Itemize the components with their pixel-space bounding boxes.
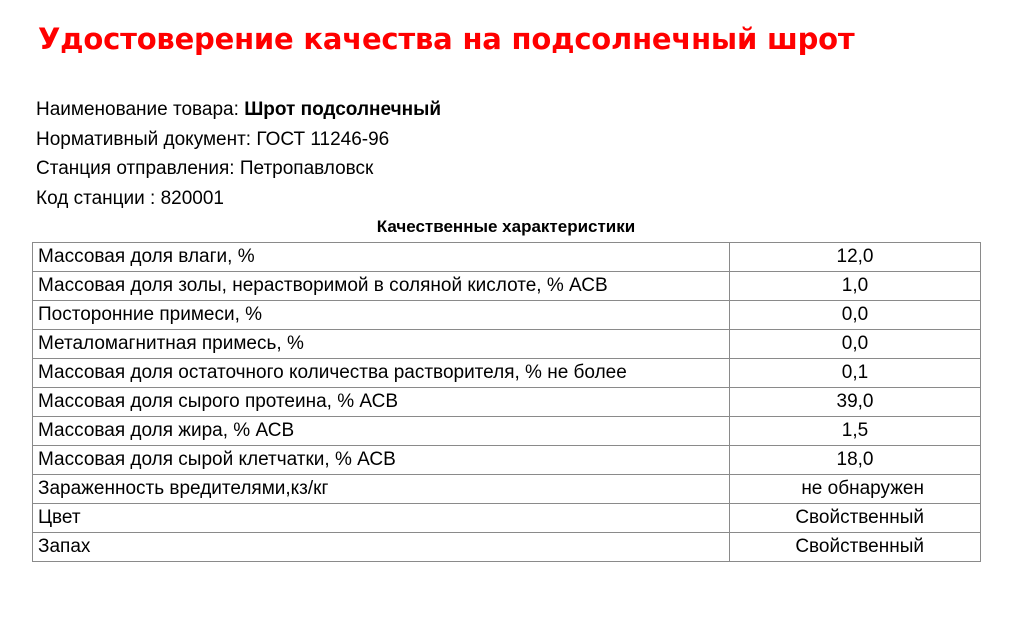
quality-table	[32, 242, 981, 562]
parameter-cell: Зараженность вредителями,кз/кг	[33, 475, 730, 504]
value-cell: 18,0	[730, 446, 981, 475]
value-cell: 39,0	[730, 388, 981, 417]
value-cell: Свойственный	[730, 504, 981, 533]
table-row	[33, 533, 981, 562]
document-title: Удостоверение качества на подсолнечный шрот	[38, 22, 855, 56]
product-name-value: Шрот подсолнечный	[244, 99, 441, 120]
station-code-line: Код станции : 820001	[36, 188, 224, 209]
value-cell: 0,0	[730, 301, 981, 330]
parameter-cell: Массовая доля жира, % АСВ	[33, 417, 730, 446]
value-cell: не обнаружен	[730, 475, 981, 504]
parameter-cell: Массовая доля сырой клетчатки, % АСВ	[33, 446, 730, 475]
parameter-cell: Запах	[33, 533, 730, 562]
parameter-cell: Металомагнитная примесь, %	[33, 330, 730, 359]
table-row	[33, 417, 981, 446]
value-cell: 1,0	[730, 272, 981, 301]
table-row	[33, 359, 981, 388]
normative-document-line: Нормативный документ: ГОСТ 11246-96	[36, 129, 390, 150]
value-cell: Свойственный	[730, 533, 981, 562]
parameter-cell: Цвет	[33, 504, 730, 533]
value-cell: 0,0	[730, 330, 981, 359]
product-name-label: Наименование товара:	[36, 99, 245, 120]
value-cell: 0,1	[730, 359, 981, 388]
parameter-cell: Массовая доля золы, нерастворимой в соляной кислоте, % АСВ	[33, 272, 730, 301]
quality-characteristics-heading: Качественные характеристики	[376, 217, 636, 236]
table-row	[33, 475, 981, 504]
parameter-cell: Массовая доля остаточного количества растворителя, % не более	[33, 359, 730, 388]
table-row	[33, 330, 981, 359]
table-row	[33, 272, 981, 301]
table-row	[33, 301, 981, 330]
product-name-line	[36, 99, 441, 121]
table-row	[33, 243, 981, 272]
value-cell: 1,5	[730, 417, 981, 446]
parameter-cell: Посторонние примеси, %	[33, 301, 730, 330]
value-cell: 12,0	[730, 243, 981, 272]
parameter-cell: Массовая доля влаги, %	[33, 243, 730, 272]
parameter-cell: Массовая доля сырого протеина, % АСВ	[33, 388, 730, 417]
table-row	[33, 446, 981, 475]
departure-station-line: Станция отправления: Петропавловск	[36, 158, 374, 179]
table-row	[33, 504, 981, 533]
table-row	[33, 388, 981, 417]
